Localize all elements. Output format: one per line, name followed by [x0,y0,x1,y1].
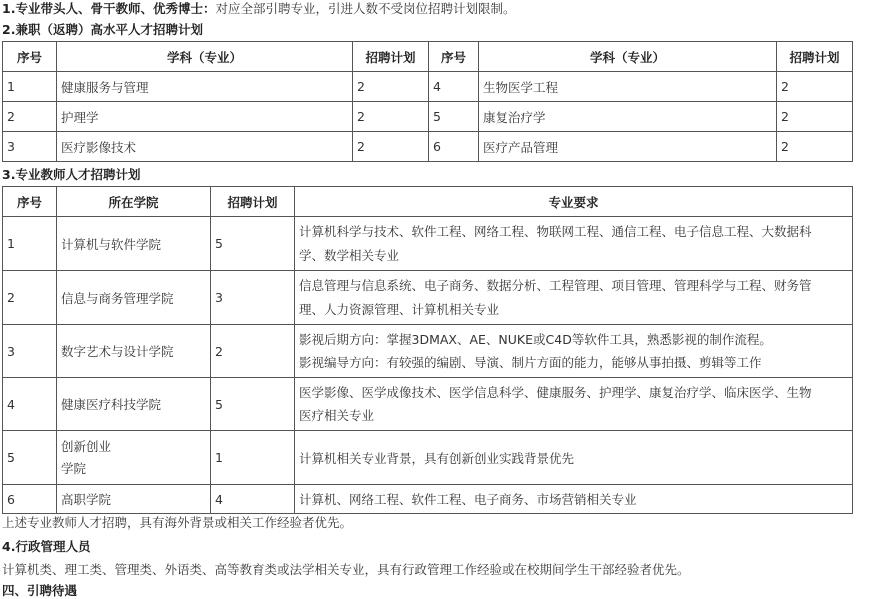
cell: 生物医学工程 [479,72,777,102]
cell-college: 信息与商务管理学院 [57,271,211,325]
table-row [3,431,853,485]
cell-requirement: 计算机、网络工程、软件工程、电子商务、市场营销相关专业 [295,485,853,514]
cell-requirement [295,271,853,325]
header-plan: 招聘计划 [211,187,295,217]
table-row [3,132,853,162]
college-line: 学院 [61,460,87,476]
header-plan: 招聘计划 [777,42,853,72]
table-header-row [3,187,853,217]
section4-text: 计算机类、理工类、管理类、外语类、高等教育类或法学相关专业，具有行政管理工作经验或在校期间学生干部经验者优先。 [2,562,690,577]
cell: 医疗影像技术 [57,132,353,162]
cell: 医疗产品管理 [479,132,777,162]
header-requirement: 专业要求 [295,187,853,217]
intro-bold: 1.专业带头人、骨干教师、优秀博士： [2,1,216,16]
header-college: 所在学院 [57,187,211,217]
cell: 2 [777,72,853,102]
cell-requirement [295,217,853,271]
header-no: 序号 [429,42,479,72]
cell-no: 3 [3,325,57,378]
cell-requirement [295,325,853,378]
cell: 2 [777,132,853,162]
section3-note: 上述专业教师人才招聘，具有海外背景或相关工作经验者优先。 [2,515,353,530]
cell-plan: 5 [211,378,295,431]
requirement-line: 信息管理与信息系统、电子商务、数据分析、工程管理、项目管理、管理科学与工程、财务管 [299,277,812,293]
table-row [3,72,853,102]
table-row [3,325,853,378]
cell-no: 6 [3,485,57,514]
table-part-time [2,41,853,162]
table-row [3,217,853,271]
header-subject: 学科（专业） [479,42,777,72]
requirement-line: 理、人力资源管理、计算机相关专业 [299,301,500,317]
cell-no: 4 [3,378,57,431]
cell-no: 2 [3,271,57,325]
cell: 3 [3,132,57,162]
cell: 康复治疗学 [479,102,777,132]
cell: 6 [429,132,479,162]
cell: 2 [353,102,429,132]
header-no: 序号 [3,187,57,217]
requirement-line: 影视编导方向：有较强的编剧、导演、制片方面的能力，能够从事拍摄、剪辑等工作 [299,355,762,370]
cell: 4 [429,72,479,102]
table-teachers [2,186,853,514]
cell: 2 [777,102,853,132]
cell: 5 [429,102,479,132]
section5-title: 四、引聘待遇 [2,583,78,598]
requirement-line: 计算机科学与技术、软件工程、网络工程、物联网工程、通信工程、电子信息工程、大数据科 [299,223,812,239]
header-subject: 学科（专业） [57,42,353,72]
cell: 1 [3,72,57,102]
header-plan: 招聘计划 [353,42,429,72]
requirement-line: 影视后期方向：掌握3DMAX、AE、NUKE或C4D等软件工具，熟悉影视的制作流程。 [299,332,772,347]
cell: 健康服务与管理 [57,72,353,102]
cell: 护理学 [57,102,353,132]
cell-college: 计算机与软件学院 [57,217,211,271]
section3-title: 3.专业教师人才招聘计划 [2,167,141,182]
cell-no: 5 [3,431,57,485]
cell-plan: 5 [211,217,295,271]
requirement-line: 医学影像、医学成像技术、医学信息科学、健康服务、护理学、康复治疗学、临床医学、生物 [299,385,812,400]
table-row [3,378,853,431]
cell: 2 [3,102,57,132]
table-header-row [3,42,853,72]
cell: 2 [353,72,429,102]
cell-college: 数字艺术与设计学院 [57,325,211,378]
cell-requirement: 计算机相关专业背景，具有创新创业实践背景优先 [295,431,853,485]
requirement-line: 学、数学相关专业 [299,247,400,263]
requirement-line: 医疗相关专业 [299,408,375,423]
intro-line [2,1,515,17]
cell-no: 1 [3,217,57,271]
cell: 2 [353,132,429,162]
cell-plan: 1 [211,431,295,485]
cell-plan: 3 [211,271,295,325]
cell-college [57,431,211,485]
college-line: 创新创业 [61,438,112,454]
cell-college: 健康医疗科技学院 [57,378,211,431]
cell-plan: 2 [211,325,295,378]
section4-title: 4.行政管理人员 [2,539,91,554]
table-row [3,271,853,325]
section2-title: 2.兼职（返聘）高水平人才招聘计划 [2,22,203,37]
cell-college: 高职学院 [57,485,211,514]
intro-text: 对应全部引聘专业，引进人数不受岗位招聘计划限制。 [215,1,516,16]
cell-requirement [295,378,853,431]
cell-plan: 4 [211,485,295,514]
table-row [3,102,853,132]
table-row [3,485,853,514]
header-no: 序号 [3,42,57,72]
